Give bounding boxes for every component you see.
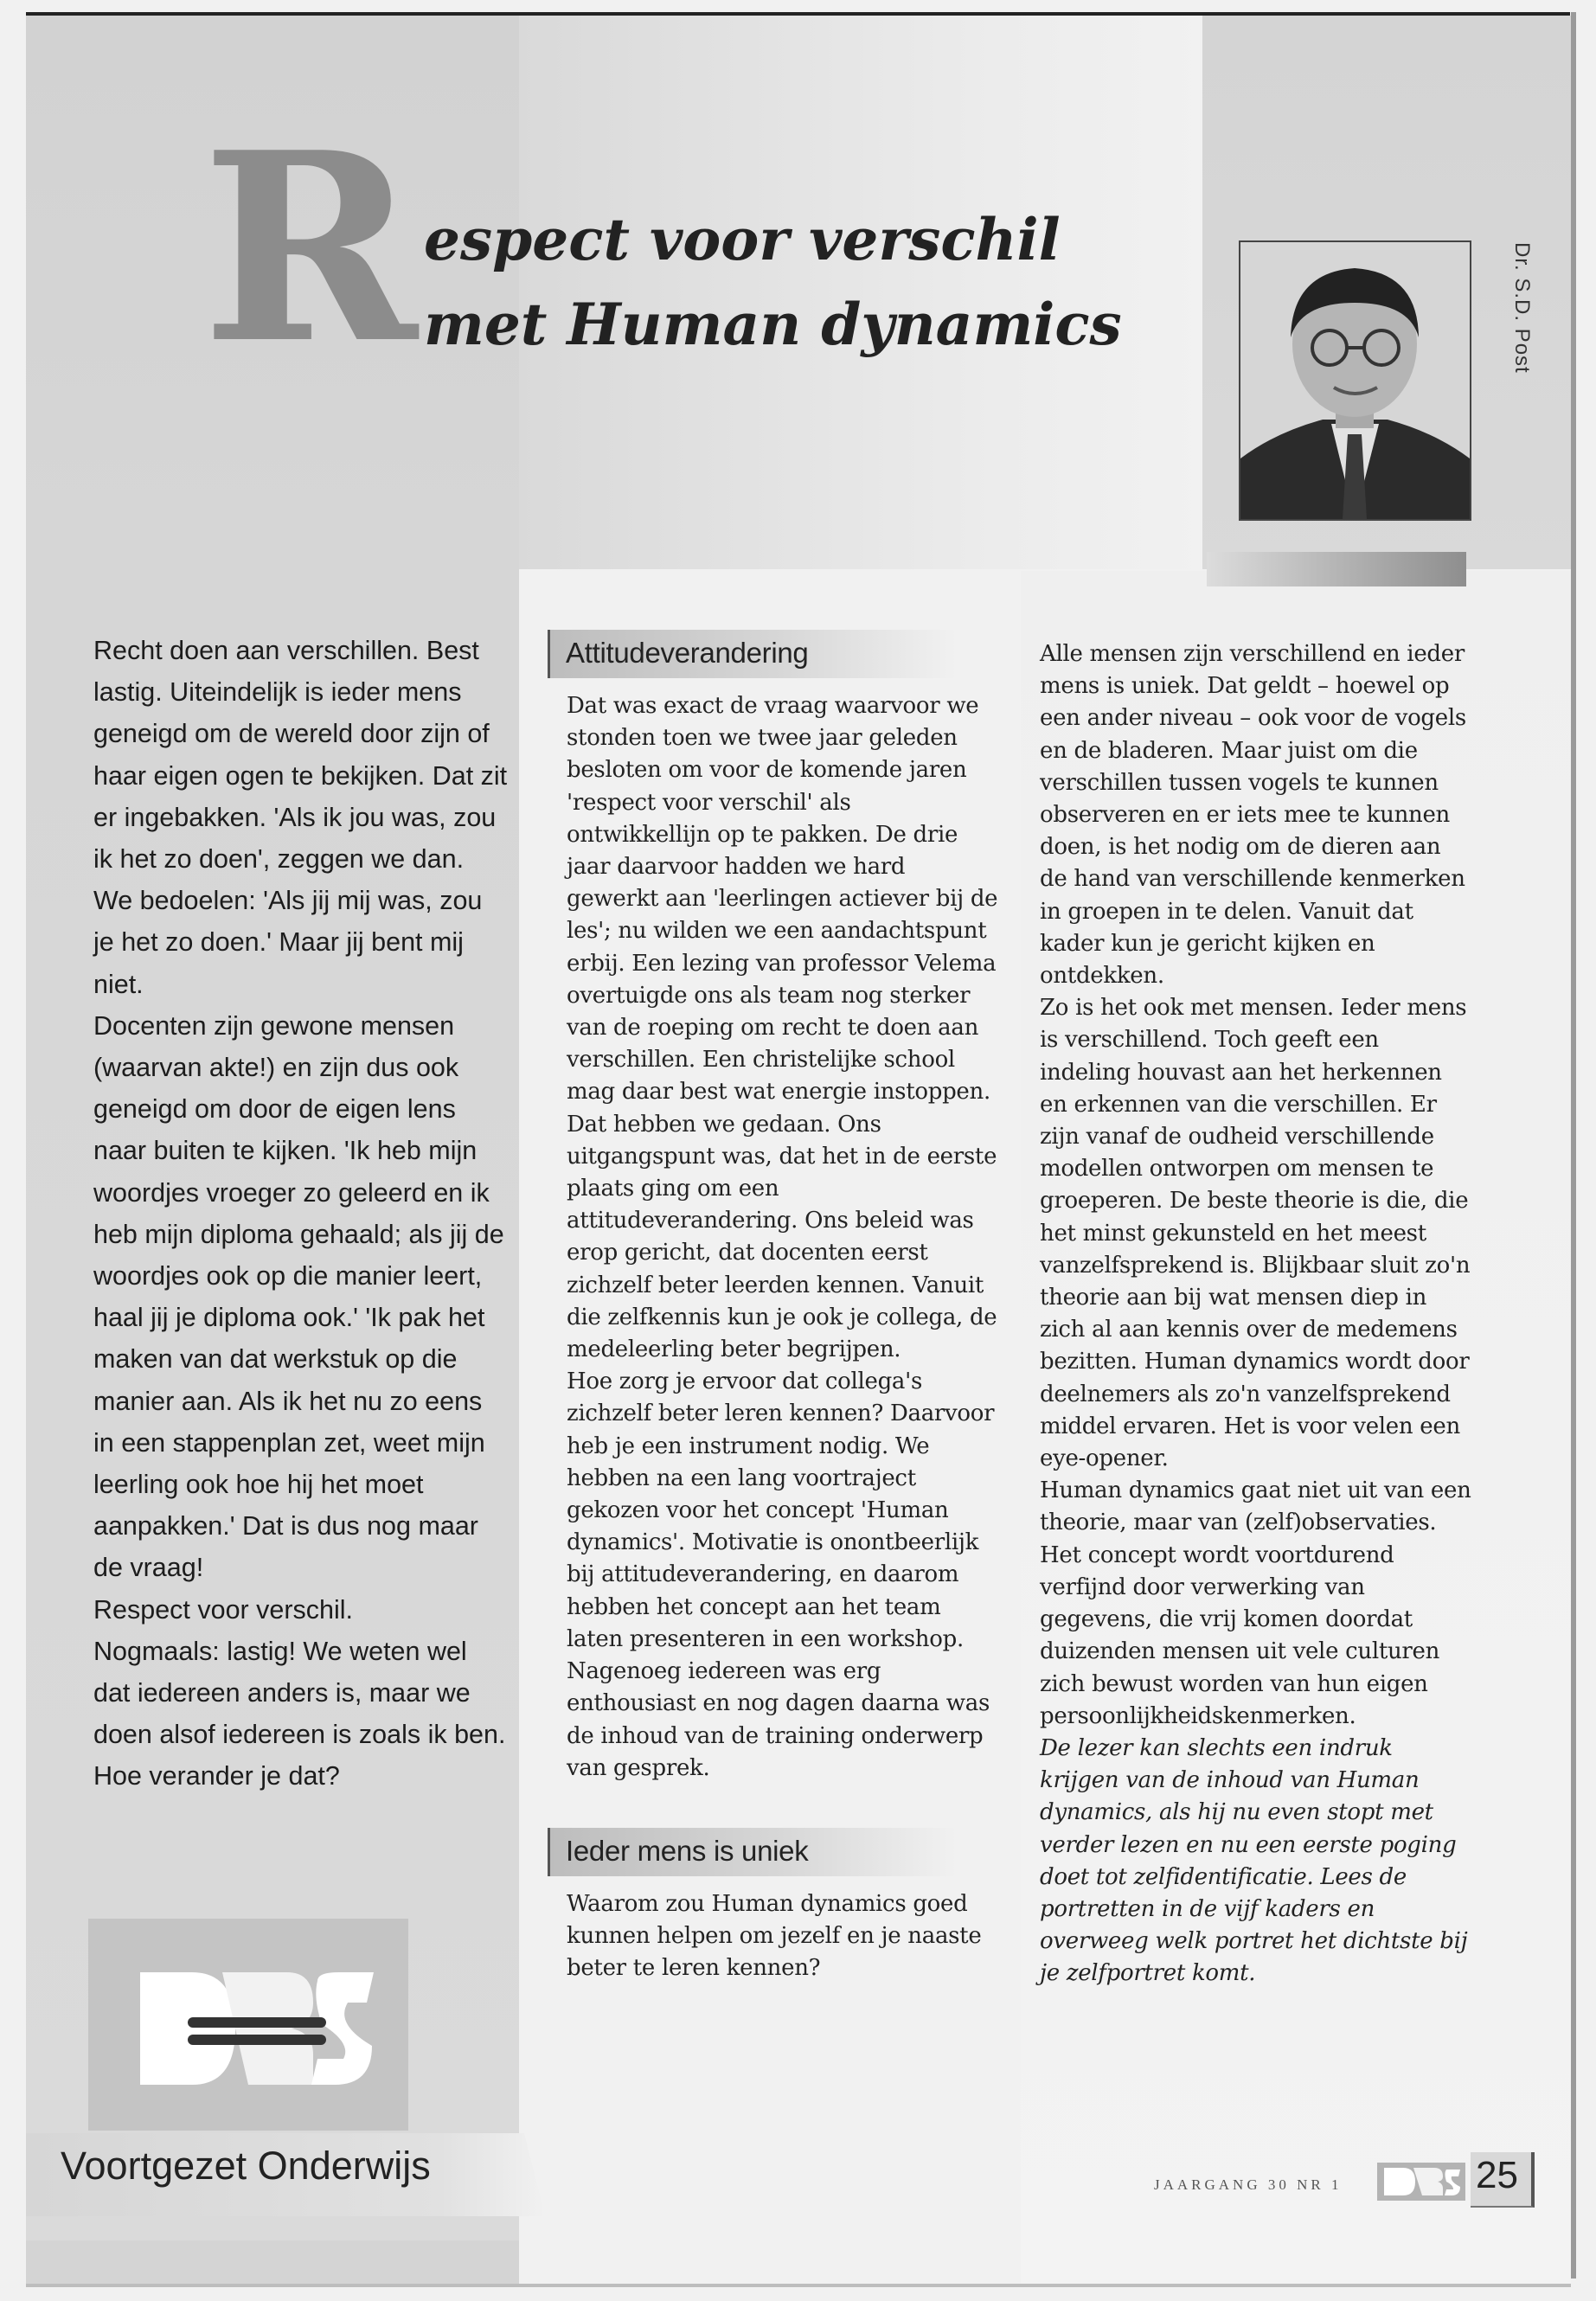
portrait-illustration	[1240, 242, 1470, 519]
author-byline: Dr. S.D. Post	[1510, 242, 1534, 374]
intro-paragraph: Nogmaals: lastig! We weten wel dat iedereen anders is, maar we doen alsof iedereen is zoals ik ben. Hoe verander je dat?	[93, 1636, 506, 1791]
right-column	[1040, 638, 1472, 1990]
page-number: 25	[1476, 2154, 1518, 2196]
section-heading-text: Ieder mens is uniek	[566, 1834, 809, 1867]
body-paragraph: Zo is het ook met mensen. Ieder mens is verschillend. Toch geeft een indeling houvast aan het herkennen en erkennen van die verschillen. Er zijn vanaf de oudheid verschillende modellen ontworpen om mensen te groeperen. De beste theorie is die, die het minst gekunsteld en het meest vanzelfsprekend is. Blijkbaar sluit zo'n theorie aan bij wat mensen diep in zich al aan kennis over de medemens bezitten. Human dynamics wordt door deelnemers als zo'n vanzelfsprekend middel ervaren. Het is voor velen een eye-opener.	[1040, 995, 1471, 1472]
intro-paragraph: Recht doen aan verschillen. Best lastig. Uiteindelijk is ieder mens geneigd om de wereld door zijn of haar eigen ogen te bekijken. Dat zit er ingebakken. 'Als ik jou was, zou ik het zo doen', zeggen we dan. We bedoelen: 'Als jij mij was, zou je het zo doen.' Maar jij bent mij niet.	[93, 636, 508, 999]
body-paragraph: Alle mensen zijn verschillend en ieder mens is uniek. Dat geldt – hoewel op een ander niveau – ook voor de vogels en de bladeren. Maar juist om die verschillen tussen vogels te kunnen observeren en er iets mee te kunnen doen, is het nodig om de dieren aan de hand van verschillende kenmerken in groepen in te delen. Vanuit dat kader kun je gericht kijken en ontdekken.	[1040, 641, 1466, 990]
drs-small-logo-mark	[1377, 2163, 1465, 2201]
italic-paragraph: De lezer kan slechts een indruk krijgen van de inhoud van Human dynamics, als hij nu even stopt met verder lezen en nu een eerste poging doet tot zelfidentificatie. Lees de portretten in de vijf kaders en overweeg welk portret het dichtste bij je zelfportret komt.	[1040, 1734, 1468, 1987]
section-heading-text: Attitudeverandering	[566, 637, 809, 669]
section-heading-attitudeverandering	[548, 630, 957, 678]
drop-cap-r	[190, 121, 433, 372]
middle-column	[567, 630, 999, 1985]
body-paragraph: Human dynamics gaat niet uit van een theorie, maar van (zelf)observaties. Het concept wordt voortdurend verfijnd door verwerking van gegevens, die vrij komen doordat duizenden mensen uit vele culturen zich bewust worden van hun eigen persoonlijkheidskenmerken.	[1040, 1477, 1471, 1729]
drop-cap-letter: R	[202, 121, 418, 372]
photo-gradient-bar	[1207, 552, 1466, 586]
drs-logo-icon	[140, 1964, 374, 2093]
body-paragraph: Dat was exact de vraag waarvoor we stonden toen we twee jaar geleden besloten om voor de komende jaren 'respect voor verschil' als ontwikkellijn op te pakken. De drie jaar daarvoor hadden we hard gewerkt aan 'leerlingen actiever bij de les'; nu wilden we een aandachtspunt erbij. Een lezing van professor Velema overtuigde ons als team nog sterker van de roeping om recht te doen aan verschillen. Een christelijke school mag daar best wat energie instoppen. Dat hebben we gedaan. Ons uitgangspunt was, dat het in de eerste plaats ging om een attitudeverandering. Ons beleid was erop gericht, dat docenten eerst zichzelf beter leerden kennen. Vanuit die zelfkennis kun je ook je collega, de medeleerling beter begrijpen.	[567, 693, 998, 1363]
title-line-1: espect voor verschil	[424, 206, 1061, 273]
top-border	[26, 12, 1570, 16]
author-photo	[1239, 240, 1471, 521]
section-heading-ieder-mens	[548, 1828, 957, 1876]
bottom-border	[26, 2284, 1571, 2287]
body-paragraph: Hoe zorg je ervoor dat collega's zichzelf beter leren kennen? Daarvoor heb je een instrument nodig. We hebben na een lang voortraject gekozen voor het concept 'Human dynamics'. Motivatie is onontbeerlijk bij attitudeverandering, en daarom hebben het concept aan het team laten presenteren in een workshop. Nagenoeg iedereen was erg enthousiast en nog dagen daarna was de inhoud van de training onderwerp van gesprek.	[567, 1368, 995, 1781]
intro-paragraph: Respect voor verschil.	[93, 1594, 354, 1625]
intro-column	[93, 630, 509, 1798]
body-paragraph: Waarom zou Human dynamics goed kunnen helpen om jezelf en je naaste beter te leren kennen?	[567, 1890, 982, 1982]
page-edge	[1571, 12, 1576, 2279]
drs-small-logo-icon	[1377, 2163, 1465, 2201]
intro-paragraph: Docenten zijn gewone mensen (waarvan akte!) en zijn dus ook geneigd om door de eigen lens naar buiten te kijken. 'Ik heb mijn woordjes vroeger zo geleerd en ik heb mijn diploma gehaald; als jij de woordjes ook op die manier leert, haal jij je diploma ook.' 'Ik pak het maken van dat werkstuk op die manier aan. Als ik het nu zo eens in een stappenplan zet, weet mijn leerling ook hoe hij het moet aanpakken.' Dat is dus nog maar de vraag!	[93, 1010, 504, 1583]
title-line-2: met Human dynamics	[424, 291, 1122, 358]
drs-logo-box	[88, 1919, 408, 2131]
issue-info: JAARGANG 30 NR 1	[1154, 2176, 1343, 2193]
section-label: Voortgezet Onderwijs	[61, 2144, 431, 2188]
article-title	[424, 197, 1122, 367]
